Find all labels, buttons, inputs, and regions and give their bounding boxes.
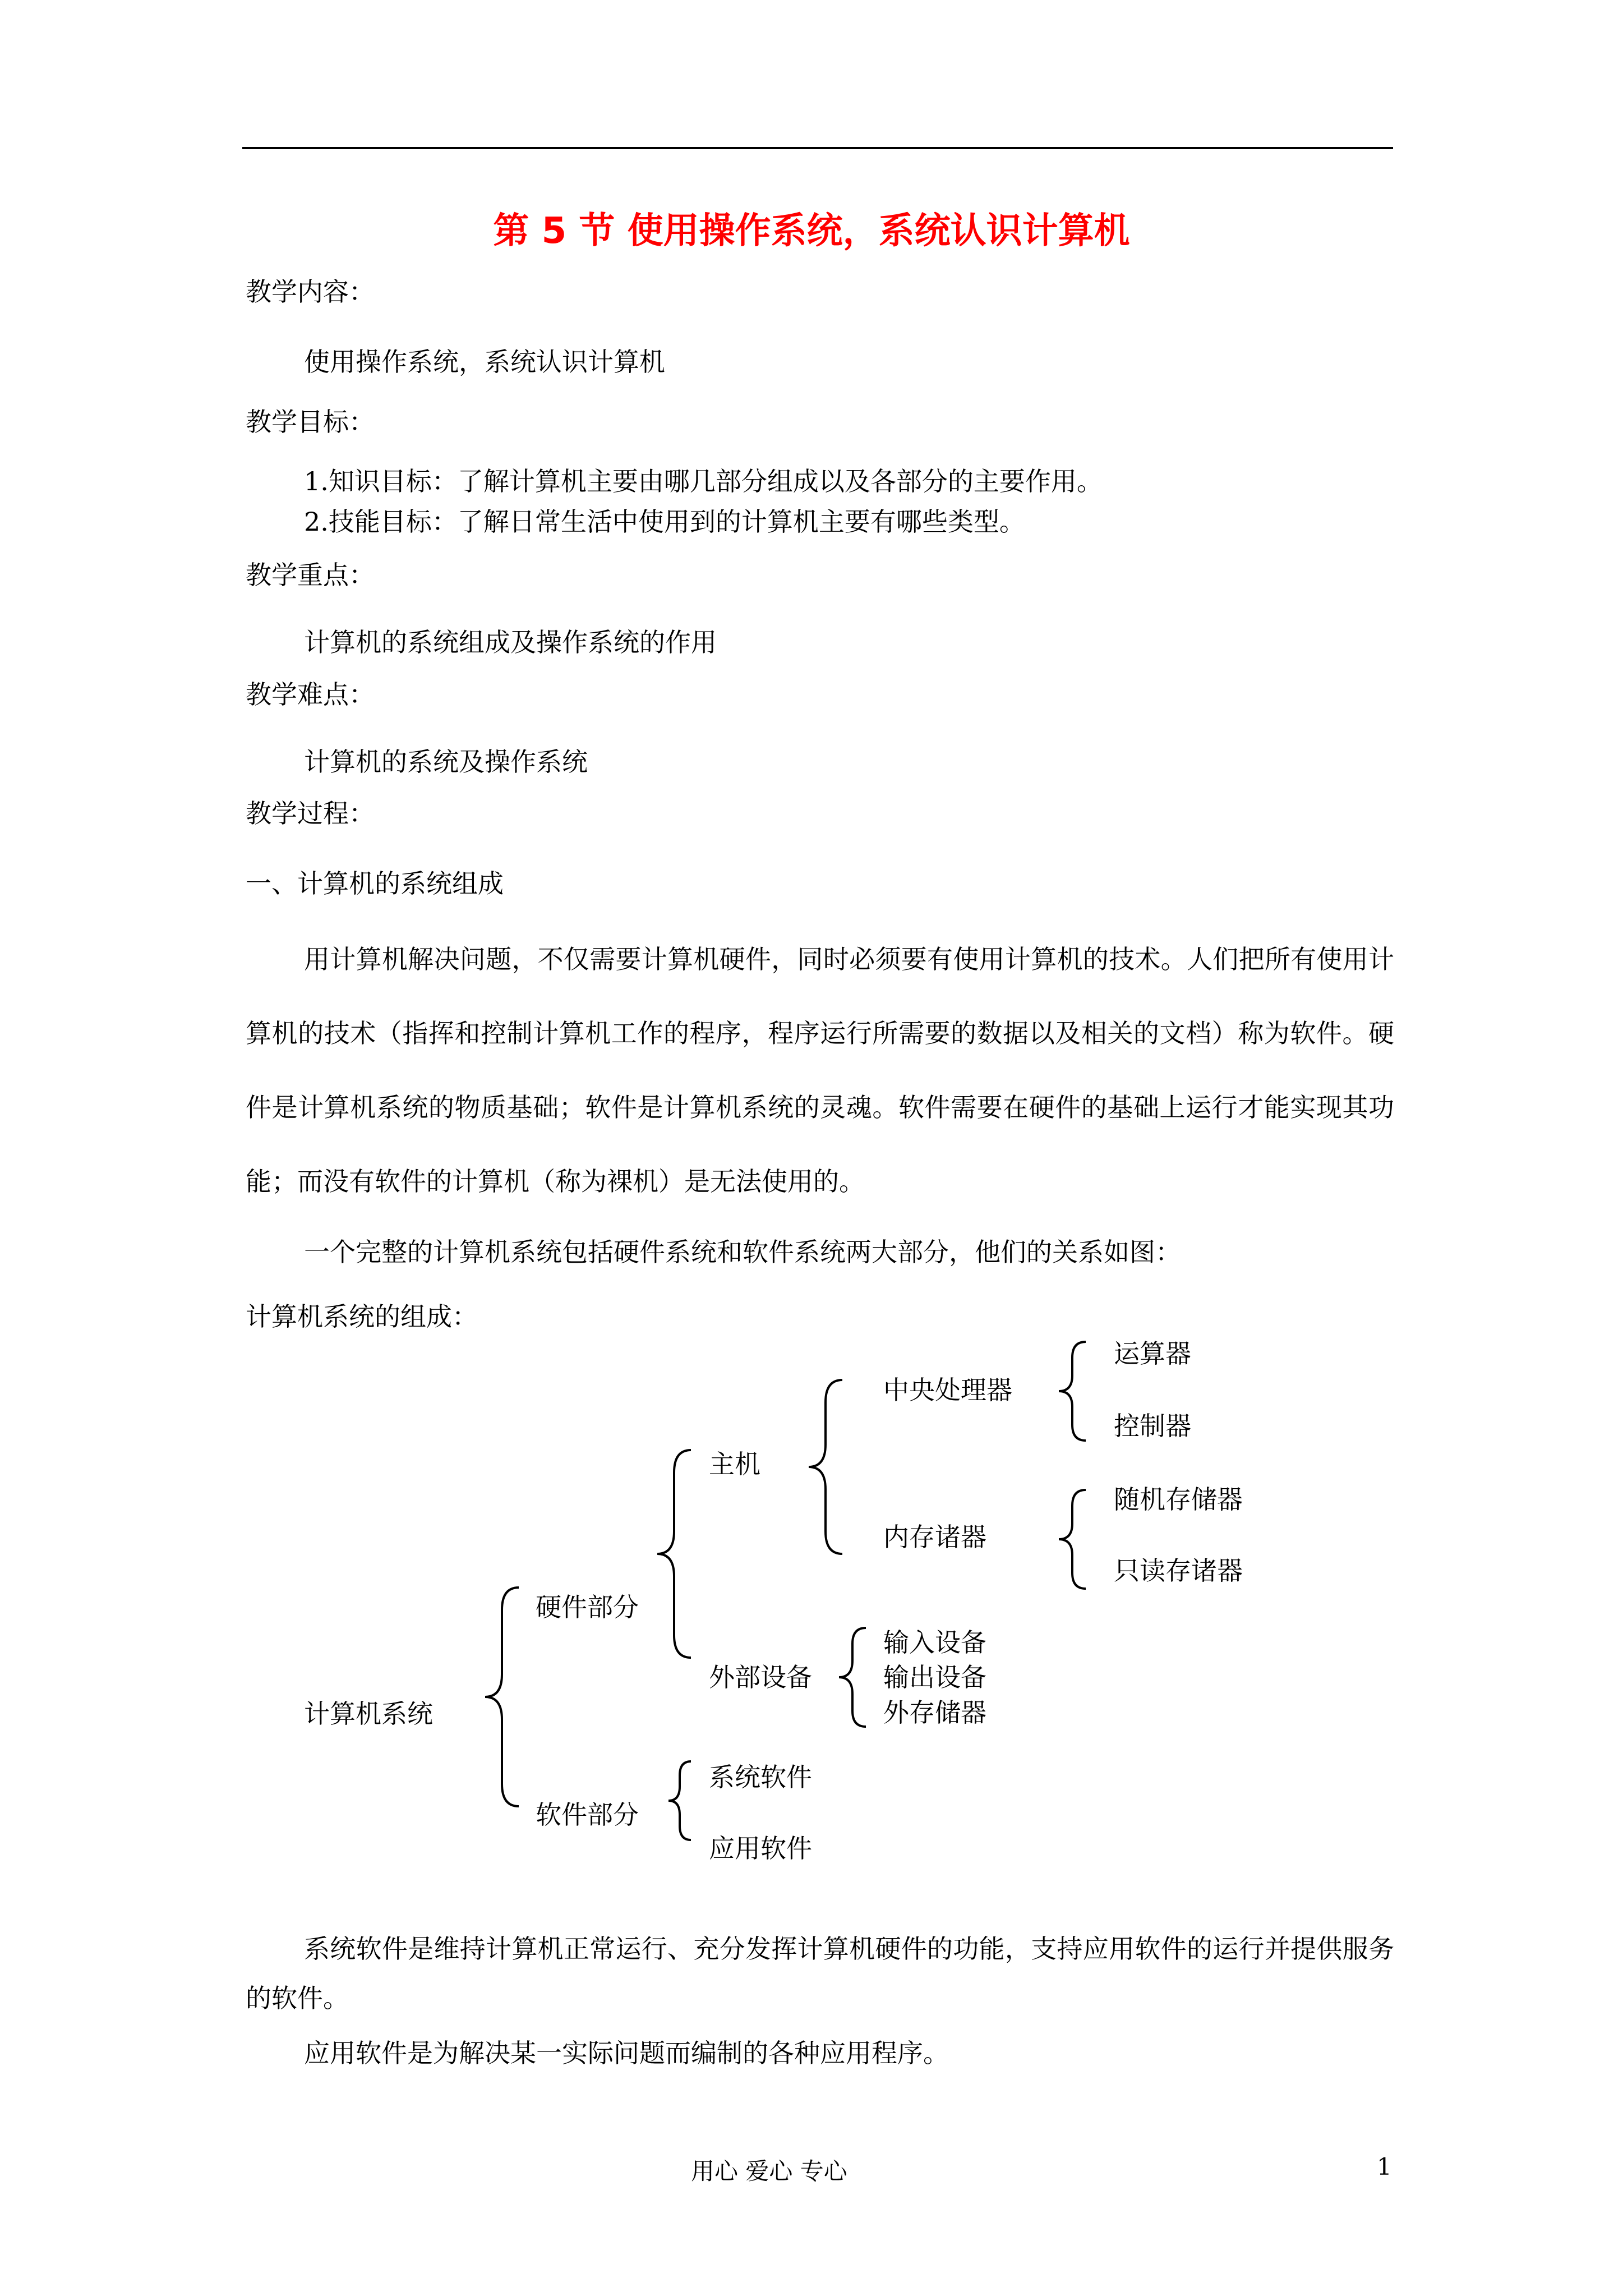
diagram-node-system-software: 系统软件: [709, 1762, 812, 1792]
paragraph-system-overview: 一个完整的计算机系统包括硬件系统和软件系统两大部分，他们的关系如图：: [304, 1237, 1181, 1267]
content-label: 教学内容：: [246, 277, 375, 307]
bracket-peripherals: [839, 1628, 866, 1727]
content-text: 使用操作系统，系统认识计算机: [304, 347, 665, 377]
bracket-memory: [1059, 1490, 1086, 1589]
goal-2: 2.技能目标：了解日常生活中使用到的计算机主要有哪些类型。: [304, 507, 1025, 537]
diagram-node-hardware: 硬件部分: [536, 1592, 639, 1622]
bracket-root: [485, 1588, 519, 1806]
diagram-node-controller: 控制器: [1114, 1411, 1191, 1441]
diagram-node-output: 输出设备: [883, 1662, 986, 1692]
paragraph-software-intro: 用计算机解决问题，不仅需要计算机硬件，同时必须要有使用计算机的技术。人们把所有使用计算机的技术（指挥和控制计算机工作的程序，程序运行所需要的数据以及相关的文档）称为软件。硬件是计算机系统的物质基础；软件是计算机系统的灵魂。软件需要在硬件的基础上运行才能实现其功能；而没有软件的计算机（称为裸机）是无法使用的。: [246, 944, 1394, 1197]
footer-motto: 用心 爱心 专心: [691, 2157, 847, 2185]
goals-label: 教学目标：: [246, 407, 375, 437]
diagram-node-ram: 随机存储器: [1114, 1484, 1243, 1515]
diagram-node-alu: 运算器: [1114, 1338, 1191, 1369]
diagram-caption: 计算机系统的组成：: [246, 1301, 478, 1332]
key-text: 计算机的系统组成及操作系统的作用: [304, 627, 717, 657]
section-heading: 一、计算机的系统组成: [246, 868, 504, 899]
bracket-hardware: [657, 1450, 691, 1658]
bracket-software: [668, 1761, 691, 1840]
difficulty-label: 教学难点：: [246, 679, 375, 710]
bracket-cpu: [1059, 1342, 1086, 1441]
diagram-node-peripherals: 外部设备: [709, 1662, 812, 1692]
diagram-node-app-software: 应用软件: [709, 1833, 812, 1864]
diagram-node-input: 输入设备: [883, 1627, 986, 1658]
page-title: 第 5 节 使用操作系统，系统认识计算机: [493, 210, 1130, 252]
difficulty-text: 计算机的系统及操作系统: [304, 747, 588, 777]
diagram-node-software: 软件部分: [536, 1800, 639, 1830]
diagram-node-cpu: 中央处理器: [883, 1375, 1012, 1405]
diagram-node-rom: 只读存诸器: [1114, 1556, 1243, 1586]
diagram-node-memory: 内存诸器: [883, 1522, 986, 1552]
page-number: 1: [1377, 2153, 1392, 2180]
key-label: 教学重点：: [246, 560, 375, 590]
diagram-node-storage: 外存储器: [883, 1697, 986, 1728]
diagram-node-host: 主机: [709, 1449, 760, 1479]
diagram-node-root: 计算机系统: [304, 1699, 433, 1729]
paragraph-system-software: 系统软件是维持计算机正常运行、充分发挥计算机硬件的功能，支持应用软件的运行并提供服务的软件。: [246, 1934, 1394, 2013]
bracket-host: [809, 1380, 842, 1554]
paragraph-app-software: 应用软件是为解决某一实际问题而编制的各种应用程序。: [304, 2038, 949, 2068]
process-label: 教学过程：: [246, 798, 375, 829]
goal-1: 1.知识目标：了解计算机主要由哪几部分组成以及各部分的主要作用。: [304, 466, 1103, 496]
